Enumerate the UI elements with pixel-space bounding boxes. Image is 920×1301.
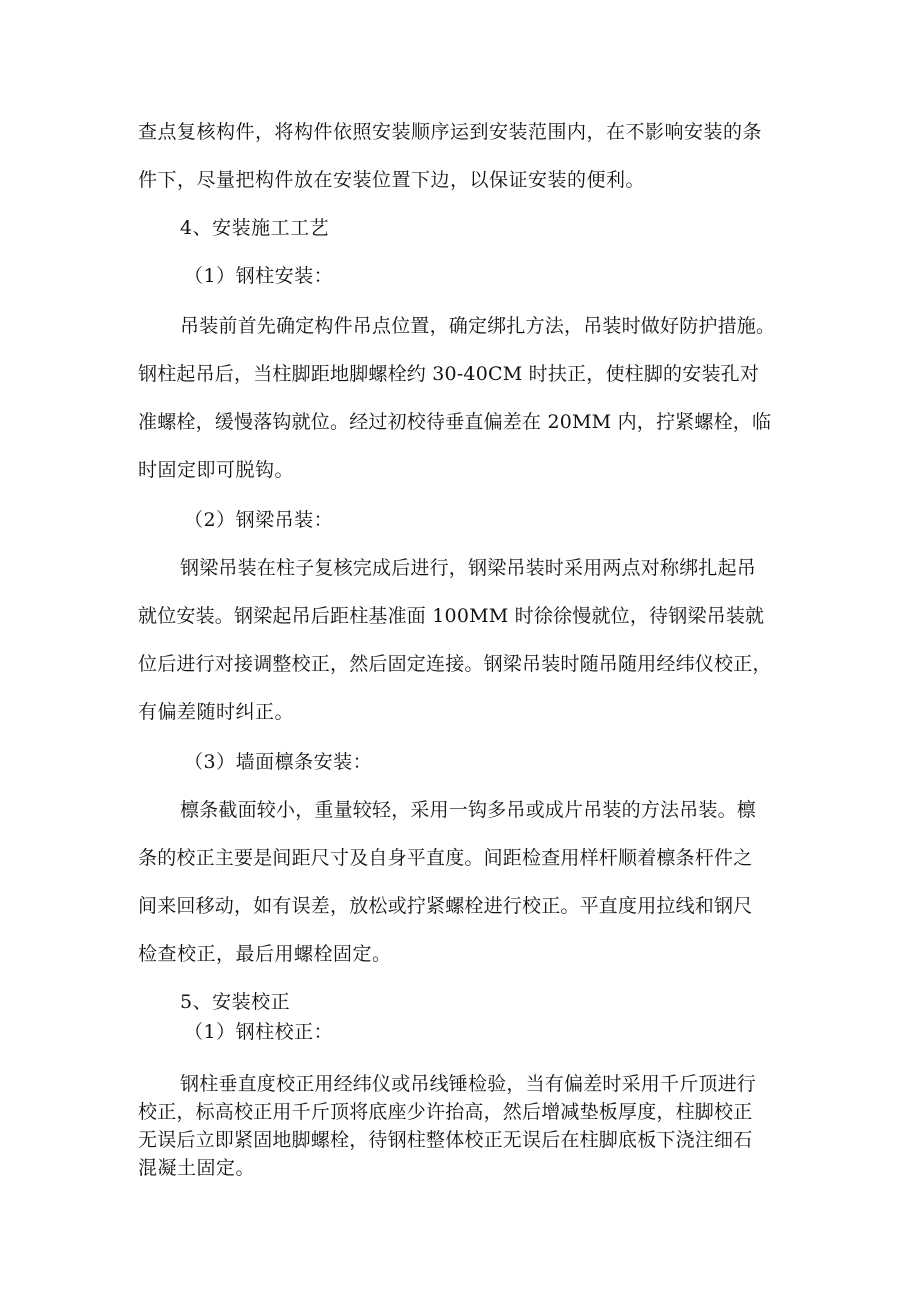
- paragraph-line: 准螺栓，缓慢落钩就位。经过初校待垂直偏差在 20MM 内，拧紧螺栓，临: [138, 411, 772, 433]
- subsection-heading: （1）钢柱校正：: [184, 1021, 334, 1043]
- paragraph-line: 钢柱垂直度校正用经纬仪或吊线锤检验，当有偏差时采用千斤顶进行: [180, 1073, 757, 1095]
- subsection-heading: （3）墙面檩条安装：: [184, 751, 373, 773]
- paragraph-line: 钢梁吊装在柱子复核完成后进行，钢梁吊装时采用两点对称绑扎起吊: [180, 557, 757, 579]
- paragraph-line: 间来回移动，如有误差，放松或拧紧螺栓进行校正。平直度用拉线和钢尺: [138, 895, 753, 917]
- paragraph-line: 有偏差随时纠正。: [138, 701, 295, 723]
- paragraph-line: 吊装前首先确定构件吊点位置，确定绑扎方法，吊装时做好防护措施。: [180, 315, 776, 337]
- paragraph-line: 混凝土固定。: [138, 1157, 256, 1179]
- paragraph-line: 检查校正，最后用螺栓固定。: [138, 943, 392, 965]
- paragraph-line: 无误后立即紧固地脚螺栓，待钢柱整体校正无误后在柱脚底板下浇注细石: [138, 1129, 753, 1151]
- paragraph-line: 查点复核构件，将构件依照安装顺序运到安装范围内，在不影响安装的条: [138, 121, 763, 143]
- paragraph-line: 檩条截面较小，重量较轻，采用一钩多吊或成片吊装的方法吊装。檩: [180, 799, 757, 821]
- subsection-heading: （1）钢柱安装：: [184, 265, 334, 287]
- paragraph-line: 时固定即可脱钩。: [138, 459, 295, 481]
- section-heading: 5、安装校正: [180, 991, 291, 1013]
- paragraph-line: 校正，标高校正用千斤顶将底座少许抬高，然后增减垫板厚度，柱脚校正: [138, 1101, 753, 1123]
- paragraph-line: 位后进行对接调整校正，然后固定连接。钢梁吊装时随吊随用经纬仪校正，: [138, 653, 772, 675]
- section-heading: 4、安装施工工艺: [180, 217, 330, 239]
- paragraph-line: 件下，尽量把构件放在安装位置下边，以保证安装的便利。: [138, 169, 646, 191]
- paragraph-line: 条的校正主要是间距尺寸及自身平直度。间距检查用样杆顺着檩条杆件之: [138, 847, 753, 869]
- paragraph-line: 钢柱起吊后，当柱脚距地脚螺栓约 30-40CM 时扶正，使柱脚的安装孔对: [138, 363, 760, 385]
- paragraph-line: 就位安装。钢梁起吊后距柱基准面 100MM 时徐徐慢就位，待钢梁吊装就: [138, 605, 765, 627]
- subsection-heading: （2）钢梁吊装：: [184, 509, 334, 531]
